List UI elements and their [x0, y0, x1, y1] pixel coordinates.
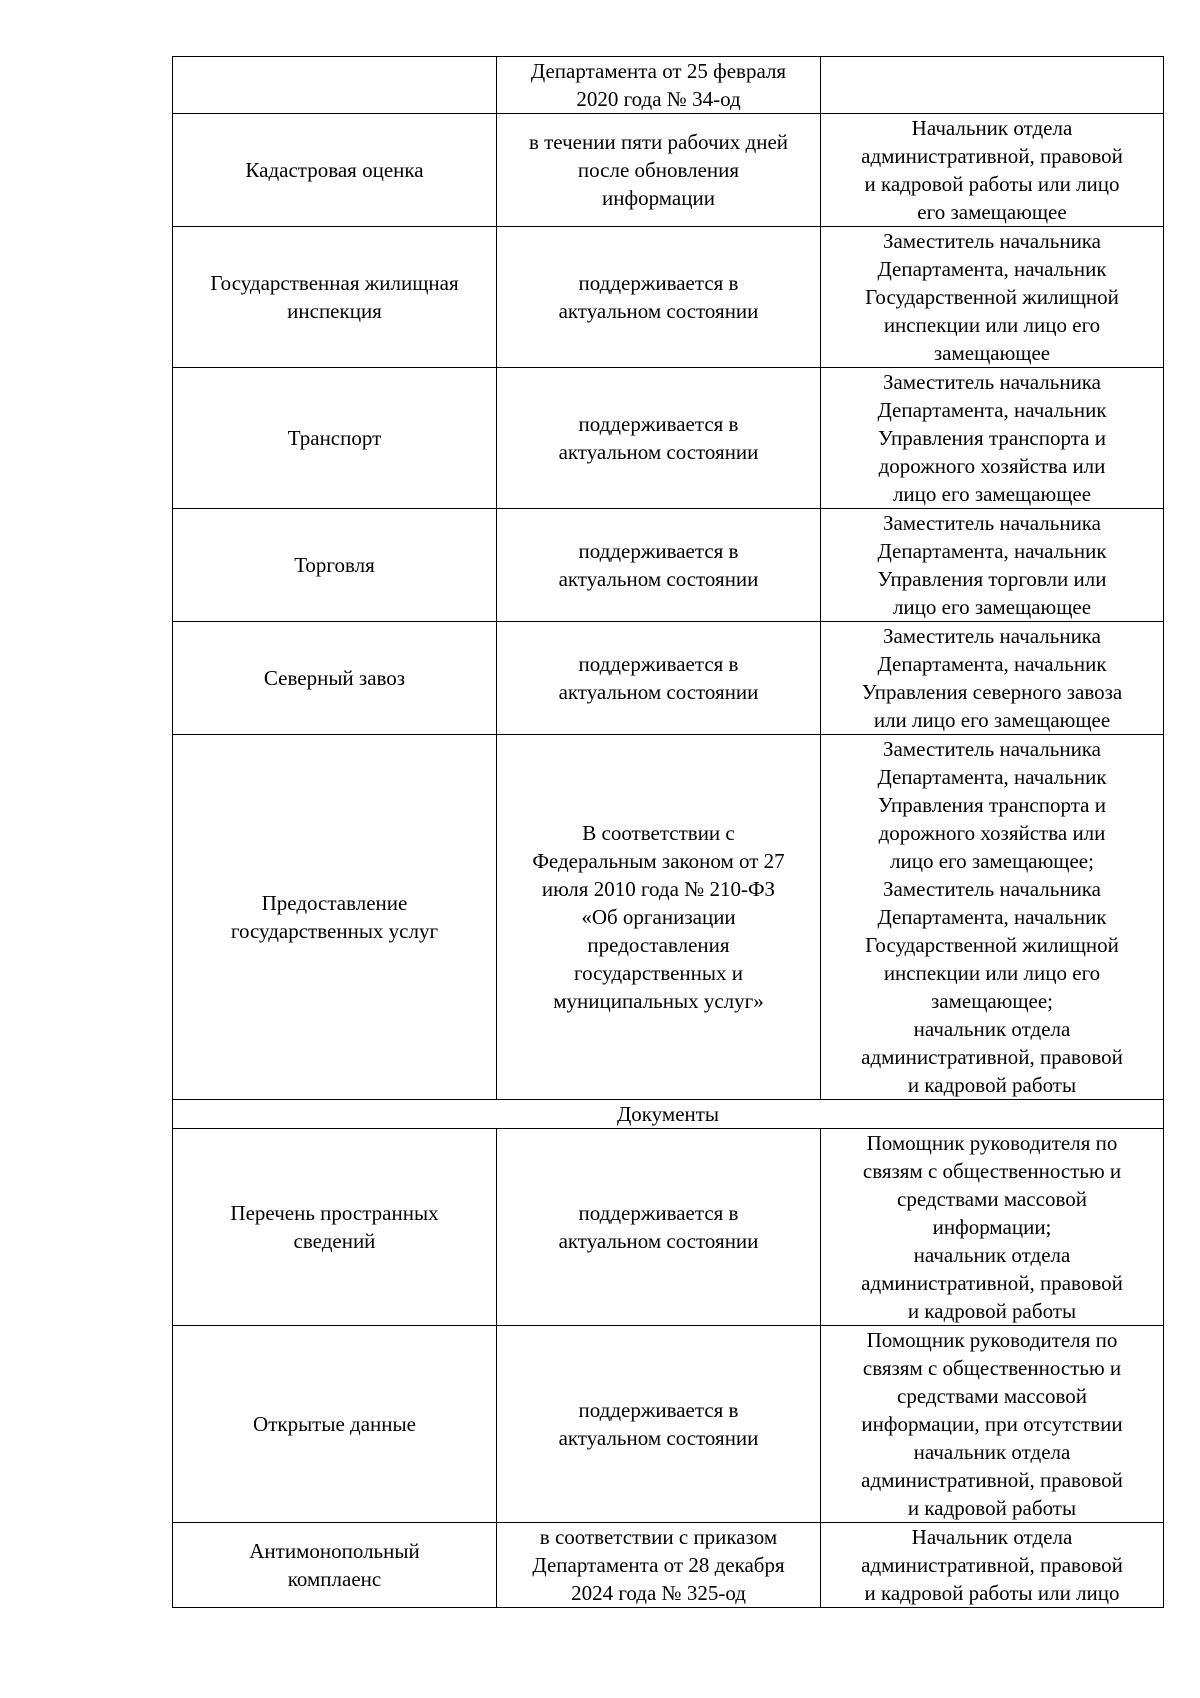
responsible-cell: Заместитель начальника Департамента, начальник Управления транспорта и дорожного хозяйства или лицо его замещающее — [821, 368, 1164, 509]
table-row — [173, 368, 1164, 509]
schedule-cell: Департамента от 25 февраля 2020 года № 34-од — [497, 57, 821, 114]
responsible-cell — [821, 57, 1164, 114]
section-row — [173, 1100, 1164, 1129]
topic-cell: Перечень пространных сведений — [173, 1129, 497, 1326]
responsible-cell: Заместитель начальника Департамента, начальник Государственной жилищной инспекции или лицо его замещающее — [821, 227, 1164, 368]
responsible-cell: Помощник руководителя по связям с общественностью и средствами массовой информации, при отсутствии начальник отдела административной, правовой и кадровой работы — [821, 1326, 1164, 1523]
topic-cell: Кадастровая оценка — [173, 114, 497, 227]
table-row — [173, 227, 1164, 368]
table-row — [173, 114, 1164, 227]
topic-cell: Антимонопольный комплаенс — [173, 1523, 497, 1608]
table-row — [173, 1129, 1164, 1326]
responsible-cell: Заместитель начальника Департамента, начальник Управления транспорта и дорожного хозяйства или лицо его замещающее; Заместитель начальника Департамента, начальник Государственной жилищной инспекции или лицо его замещающее; начальник отдела административной, правовой и кадровой работы — [821, 735, 1164, 1100]
responsible-cell: Заместитель начальника Департамента, начальник Управления северного завоза или лицо его замещающее — [821, 622, 1164, 735]
schedule-cell: поддерживается в актуальном состоянии — [497, 1326, 821, 1523]
schedule-cell: в соответствии с приказом Департамента от 28 декабря 2024 года № 325-од — [497, 1523, 821, 1608]
topic-cell: Предоставление государственных услуг — [173, 735, 497, 1100]
schedule-cell: поддерживается в актуальном состоянии — [497, 1129, 821, 1326]
topic-cell — [173, 57, 497, 114]
topic-cell: Открытые данные — [173, 1326, 497, 1523]
schedule-cell: поддерживается в актуальном состоянии — [497, 227, 821, 368]
topic-cell: Государственная жилищная инспекция — [173, 227, 497, 368]
responsible-cell: Помощник руководителя по связям с общественностью и средствами массовой информации; начальник отдела административной, правовой и кадровой работы — [821, 1129, 1164, 1326]
schedule-cell: в течении пяти рабочих дней после обновления информации — [497, 114, 821, 227]
table-row — [173, 1523, 1164, 1608]
table-row — [173, 509, 1164, 622]
responsible-cell: Заместитель начальника Департамента, начальник Управления торговли или лицо его замещающее — [821, 509, 1164, 622]
responsible-cell: Начальник отдела административной, правовой и кадровой работы или лицо его замещающее — [821, 114, 1164, 227]
section-title: Документы — [173, 1100, 1164, 1129]
topic-cell: Северный завоз — [173, 622, 497, 735]
topic-cell: Торговля — [173, 509, 497, 622]
responsible-cell: Начальник отдела административной, правовой и кадровой работы или лицо — [821, 1523, 1164, 1608]
responsibility-table — [172, 56, 1164, 1608]
table-row — [173, 622, 1164, 735]
schedule-cell: В соответствии с Федеральным законом от 27 июля 2010 года № 210-ФЗ «Об организации предоставления государственных и муниципальных услуг» — [497, 735, 821, 1100]
schedule-cell: поддерживается в актуальном состоянии — [497, 368, 821, 509]
topic-cell: Транспорт — [173, 368, 497, 509]
table-row — [173, 57, 1164, 114]
schedule-cell: поддерживается в актуальном состоянии — [497, 622, 821, 735]
table-row — [173, 1326, 1164, 1523]
table-row — [173, 735, 1164, 1100]
schedule-cell: поддерживается в актуальном состоянии — [497, 509, 821, 622]
